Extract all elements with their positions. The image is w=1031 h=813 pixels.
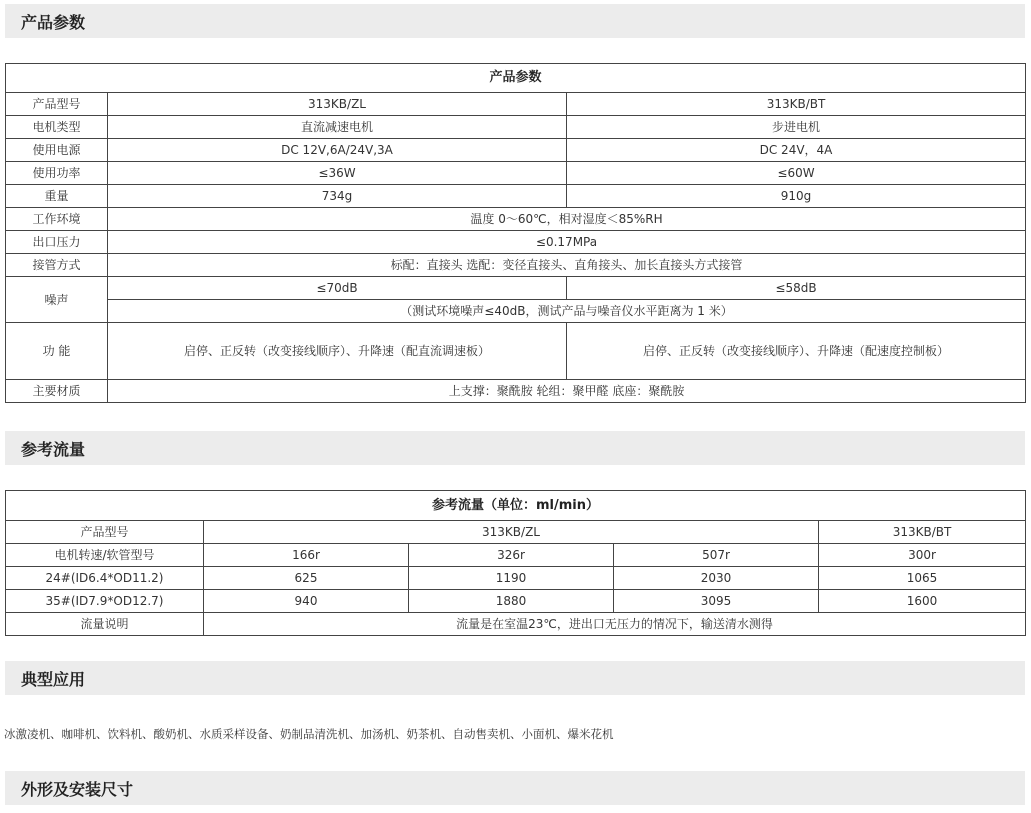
table-cell: 流量是在室温23℃，进出口无压力的情况下，输送清水测得 xyxy=(204,613,1026,636)
row-label: 电机转速/软管型号 xyxy=(6,544,204,567)
table-row xyxy=(6,590,1026,613)
table-cell: 标配：直接头 选配：变径直接头、直角接头、加长直接头方式接管 xyxy=(108,254,1026,277)
table-row xyxy=(6,64,1026,93)
row-label: 重量 xyxy=(6,185,108,208)
table-row xyxy=(6,613,1026,636)
applications-text: 冰激凌机、咖啡机、饮料机、酸奶机、水质采样设备、奶制品清洗机、加汤机、奶茶机、自动售卖机、小面机、爆米花机 xyxy=(4,727,614,741)
table-cell: 直流减速电机 xyxy=(108,116,567,139)
table-cell: ≤70dB xyxy=(108,277,567,300)
row-label: 主要材质 xyxy=(6,380,108,403)
section-title: 产品参数 xyxy=(21,12,86,32)
table-cell: 940 xyxy=(204,590,409,613)
section-header-applications xyxy=(5,661,1025,695)
section-title: 典型应用 xyxy=(21,669,86,689)
row-label: 工作环境 xyxy=(6,208,108,231)
table-row xyxy=(6,185,1026,208)
table-row xyxy=(6,139,1026,162)
row-label: 电机类型 xyxy=(6,116,108,139)
table-cell: ≤60W xyxy=(567,162,1026,185)
table-row xyxy=(6,93,1026,116)
table-row xyxy=(6,521,1026,544)
table-cell: 313KB/ZL xyxy=(204,521,819,544)
section-header-params xyxy=(5,4,1025,38)
row-label: 产品型号 xyxy=(6,521,204,544)
table-row xyxy=(6,323,1026,380)
table-cell: 313KB/BT xyxy=(819,521,1026,544)
row-label: 噪声 xyxy=(6,277,108,323)
params-table xyxy=(5,63,1026,403)
table-row xyxy=(6,544,1026,567)
table-cell: （测试环境噪声≤40dB，测试产品与噪音仪水平距离为 1 米） xyxy=(108,300,1026,323)
table-cell: 313KB/ZL xyxy=(108,93,567,116)
table-cell: 313KB/BT xyxy=(567,93,1026,116)
table-cell: 166r xyxy=(204,544,409,567)
table-cell: 3095 xyxy=(614,590,819,613)
table-caption: 产品参数 xyxy=(6,64,1026,93)
row-label: 功 能 xyxy=(6,323,108,380)
table-row xyxy=(6,162,1026,185)
row-label: 产品型号 xyxy=(6,93,108,116)
section-title: 参考流量 xyxy=(21,439,86,459)
row-label: 使用电源 xyxy=(6,139,108,162)
table-cell: DC 24V，4A xyxy=(567,139,1026,162)
table-cell: 507r xyxy=(614,544,819,567)
section-header-dimensions xyxy=(5,771,1025,805)
table-row xyxy=(6,254,1026,277)
table-cell: DC 12V,6A/24V,3A xyxy=(108,139,567,162)
table-cell: 1600 xyxy=(819,590,1026,613)
table-cell: 910g xyxy=(567,185,1026,208)
table-caption: 参考流量（单位：ml/min） xyxy=(6,491,1026,521)
table-row xyxy=(6,208,1026,231)
table-cell: ≤0.17MPa xyxy=(108,231,1026,254)
section-header-flow xyxy=(5,431,1025,465)
table-cell: 300r xyxy=(819,544,1026,567)
table-row xyxy=(6,491,1026,521)
row-label: 流量说明 xyxy=(6,613,204,636)
table-cell: 1190 xyxy=(409,567,614,590)
table-row xyxy=(6,567,1026,590)
table-cell: 2030 xyxy=(614,567,819,590)
table-row xyxy=(6,116,1026,139)
table-cell: 625 xyxy=(204,567,409,590)
table-cell: 启停、正反转（改变接线顺序）、升降速（配直流调速板） xyxy=(108,323,567,380)
table-cell: 启停、正反转（改变接线顺序）、升降速（配速度控制板） xyxy=(567,323,1026,380)
table-row xyxy=(6,380,1026,403)
table-cell: 温度 0～60℃，相对湿度＜85%RH xyxy=(108,208,1026,231)
row-label: 接管方式 xyxy=(6,254,108,277)
table-row xyxy=(6,277,1026,300)
table-cell: 步进电机 xyxy=(567,116,1026,139)
table-cell: 326r xyxy=(409,544,614,567)
table-cell: 1880 xyxy=(409,590,614,613)
row-label: 使用功率 xyxy=(6,162,108,185)
table-row xyxy=(6,300,1026,323)
section-title: 外形及安装尺寸 xyxy=(21,779,134,799)
flow-table xyxy=(5,490,1026,636)
row-label: 24#(ID6.4*OD11.2) xyxy=(6,567,204,590)
table-cell: 734g xyxy=(108,185,567,208)
table-cell: ≤58dB xyxy=(567,277,1026,300)
table-row xyxy=(6,231,1026,254)
table-cell: 上支撑：聚酰胺 轮组：聚甲醛 底座：聚酰胺 xyxy=(108,380,1026,403)
table-cell: ≤36W xyxy=(108,162,567,185)
row-label: 35#(ID7.9*OD12.7) xyxy=(6,590,204,613)
table-cell: 1065 xyxy=(819,567,1026,590)
row-label: 出口压力 xyxy=(6,231,108,254)
